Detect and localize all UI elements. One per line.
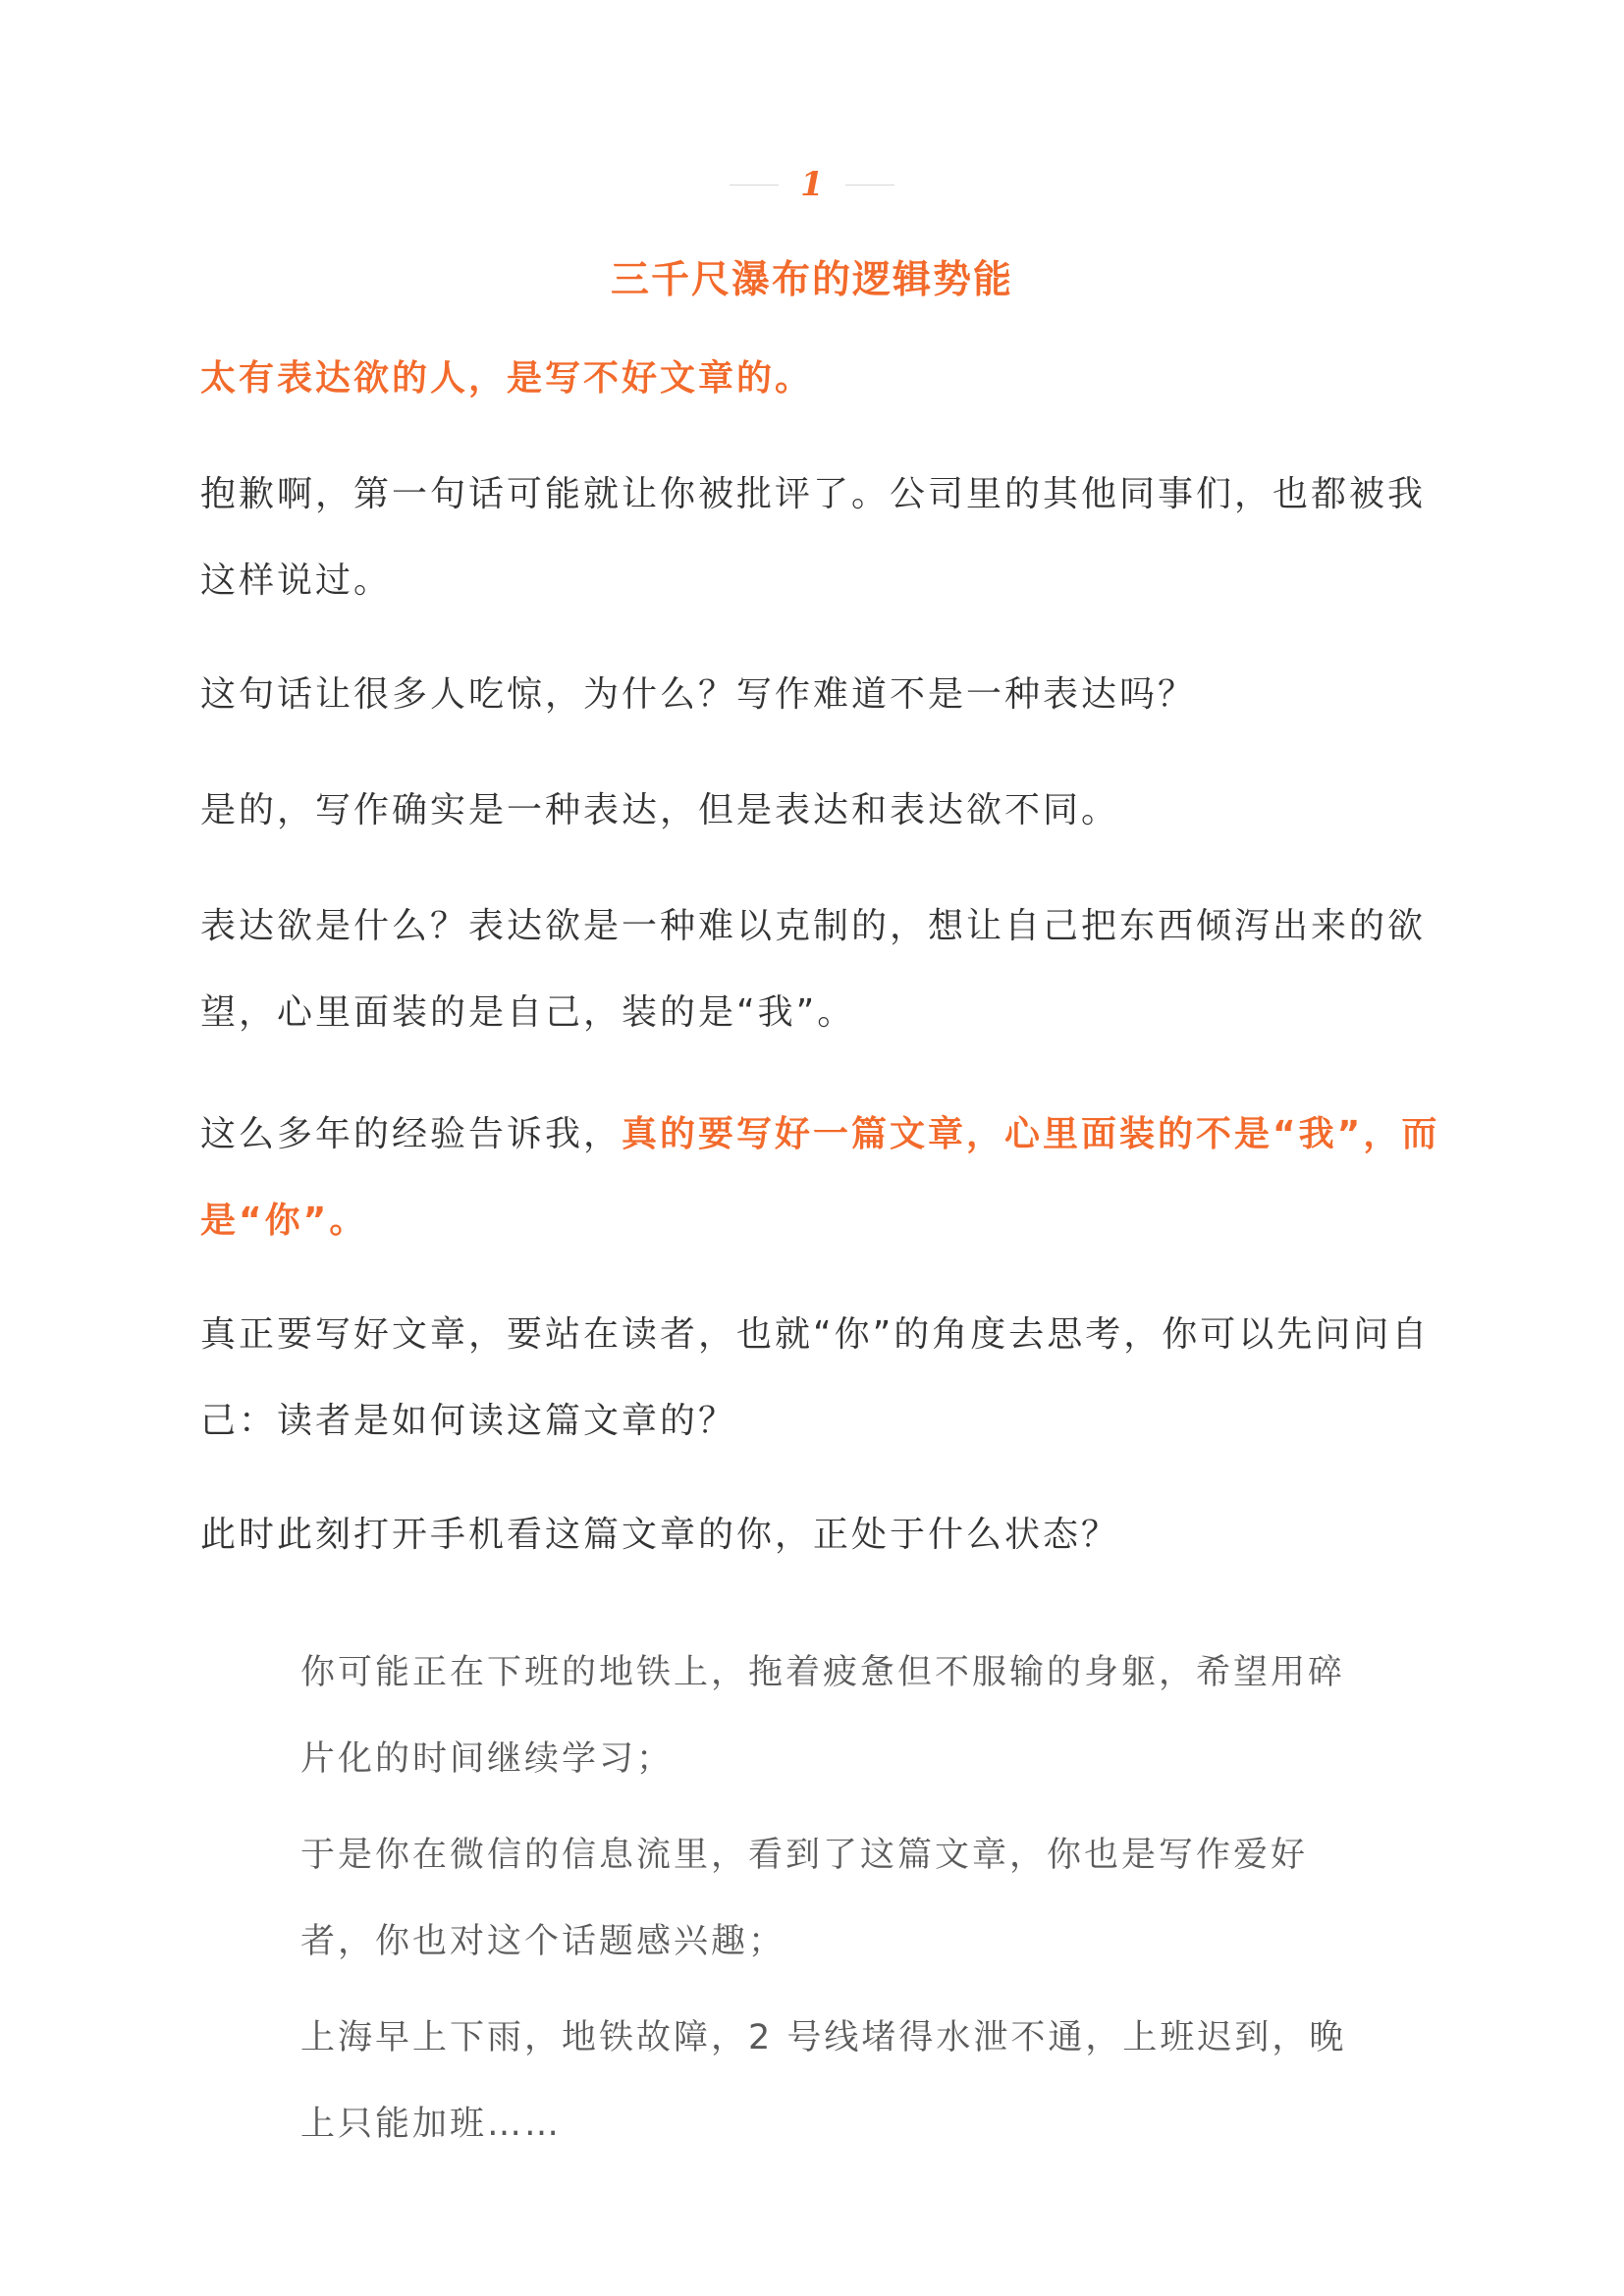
experience-lead-text: 这么多年的经验告诉我， — [200, 1114, 623, 1154]
section-title: 三千尺瀑布的逻辑势能 — [610, 258, 1013, 302]
left-divider-line — [730, 185, 779, 186]
section-number-marker — [0, 165, 1624, 204]
paragraph-experience — [200, 1092, 1447, 1264]
paragraph-desire-definition: 表达欲是什么？表达欲是一种难以克制的，想让自己把东西倾泻出来的欲望，心里面装的是自己，装的是“我”。 — [200, 906, 1427, 1033]
right-divider-line — [845, 185, 894, 186]
paragraph-apology: 抱歉啊，第一句话可能就让你被批评了。公司里的其他同事们，也都被我这样说过。 — [200, 474, 1427, 601]
experience-highlight-text: 真的要写好一篇文章，心里面装的不是“我”，而是“你”。 — [200, 1114, 1440, 1241]
paragraph-reader-perspective: 真正要写好文章，要站在读者，也就“你”的角度去思考，你可以先问问自己：读者是如何读这篇文章的？ — [200, 1314, 1431, 1441]
quote-shanghai-rain: 上海早上下雨，地铁故障，2 号线堵得水泄不通，上班迟到，晚上只能加班…… — [300, 2018, 1347, 2144]
paragraph-expression: 是的，写作确实是一种表达，但是表达和表达欲不同。 — [200, 790, 1120, 830]
paragraph-surprise: 这句话让很多人吃惊，为什么？写作难道不是一种表达吗？ — [200, 674, 1197, 715]
paragraph-reader-state: 此时此刻打开手机看这篇文章的你，正处于什么状态？ — [200, 1515, 1120, 1555]
quote-subway: 你可能正在下班的地铁上，拖着疲惫但不服输的身躯，希望用碎片化的时间继续学习； — [300, 1653, 1346, 1779]
opening-statement: 太有表达欲的人，是写不好文章的。 — [200, 358, 814, 399]
section-number: 1 — [800, 165, 824, 204]
quote-wechat: 于是你在微信的信息流里，看到了这篇文章，你也是写作爱好者，你也对这个话题感兴趣； — [300, 1836, 1309, 1961]
